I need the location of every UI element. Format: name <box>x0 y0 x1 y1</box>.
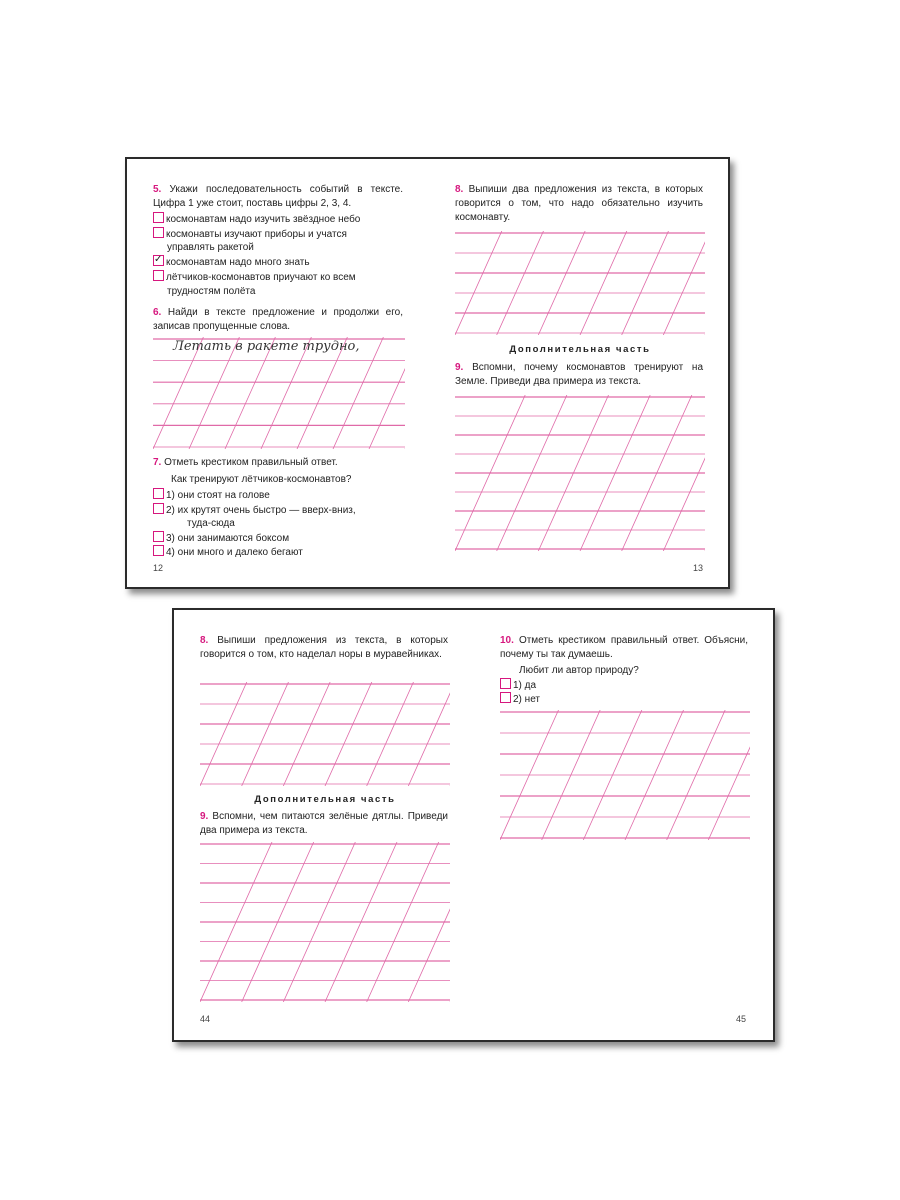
exercise-text: Вспомни, почему космонавтов тренируют на Земле. Приведи два примера из текста. <box>455 362 704 387</box>
option-label: 2) нет <box>513 694 541 705</box>
slant-guide-line <box>497 231 544 335</box>
exercise-8-prompt <box>200 634 448 662</box>
exercise-5-prompt <box>153 183 403 211</box>
page-number: 45 <box>736 1014 747 1024</box>
answer-checkbox[interactable] <box>500 692 511 703</box>
handwritten-answer: Летать в ракете трудно, <box>173 339 360 354</box>
answer-option-2[interactable] <box>153 503 356 517</box>
exercise-10-prompt <box>500 634 748 662</box>
exercise-text: Укажи последовательность событий в тексте. Цифра 1 уже стоит, поставь цифры 2, 3, 4. <box>153 184 404 209</box>
exercise-number: 9. <box>200 811 209 822</box>
exercise-number: 8. <box>455 184 464 195</box>
answer-option-4[interactable] <box>153 545 303 559</box>
slant-guide-line <box>369 337 405 449</box>
exercise-number: 9. <box>455 362 464 373</box>
option-label: 3) они занимаются боксом <box>166 533 290 544</box>
option-continuation: туда-сюда <box>187 518 235 529</box>
workbook-spread-pages-44-45 <box>172 608 775 1042</box>
exercise-question: Любит ли автор природу? <box>519 665 639 676</box>
answer-option-1[interactable] <box>153 488 270 502</box>
section-subheading: Дополнительная часть <box>254 794 396 805</box>
exercise-question: Как тренируют лётчиков-космонавтов? <box>171 474 352 485</box>
option-label: космонавтам надо изучить звёздное небо <box>166 214 361 225</box>
exercise-text: Отметь крестиком правильный ответ. Объясни, почему ты так думаешь. <box>500 635 748 660</box>
exercise-8-prompt <box>455 183 703 225</box>
option-label: 1) они стоят на голове <box>166 490 270 501</box>
option-label: 4) они много и далеко бегают <box>166 547 303 558</box>
writing-area-ex8[interactable] <box>455 231 705 335</box>
order-option-1[interactable] <box>153 212 360 226</box>
exercise-number: 10. <box>500 635 514 646</box>
slant-guide-line <box>580 231 627 335</box>
exercise-9-prompt <box>455 361 703 389</box>
answer-checkbox[interactable] <box>153 503 164 514</box>
page-number: 12 <box>153 563 164 573</box>
slant-guide-line <box>408 682 450 786</box>
writing-area-ex9[interactable] <box>455 395 705 551</box>
answer-option-2[interactable] <box>500 692 540 706</box>
order-option-3[interactable] <box>153 255 310 269</box>
answer-checkbox[interactable] <box>153 545 164 556</box>
exercise-text: Найди в тексте предложение и продолжи его, записав пропущенные слова. <box>153 307 403 332</box>
slant-guide-line <box>325 682 372 786</box>
page-number: 44 <box>200 1014 211 1024</box>
exercise-number: 6. <box>153 307 162 318</box>
answer-checkbox[interactable] <box>153 531 164 542</box>
page-number: 13 <box>693 563 704 573</box>
option-label: лётчиков-космонавтов приучают ко всем <box>166 272 356 283</box>
order-checkbox[interactable] <box>153 270 164 281</box>
order-option-2[interactable] <box>153 227 347 241</box>
workbook-spread-pages-12-13 <box>125 157 730 589</box>
option-label: 1) да <box>513 680 537 691</box>
exercise-text: Выпиши предложения из текста, в которых говорится о том, кто наделал норы в муравейниках. <box>200 635 448 660</box>
slant-guide-line <box>367 682 414 786</box>
order-checkbox[interactable] <box>153 227 164 238</box>
order-option-4[interactable] <box>153 270 356 284</box>
exercise-number: 5. <box>153 184 162 195</box>
writing-area-ex10[interactable] <box>500 710 750 840</box>
option-continuation: управлять ракетой <box>167 242 254 253</box>
exercise-7-prompt <box>153 456 403 470</box>
option-label: 2) их крутят очень быстро — вверх-вниз, <box>166 505 356 516</box>
order-checkbox[interactable]: ✓ <box>154 254 163 265</box>
exercise-number: 7. <box>153 457 162 468</box>
exercise-number: 8. <box>200 635 209 646</box>
slant-guide-line <box>538 231 585 335</box>
answer-option-3[interactable] <box>153 531 289 545</box>
option-label: космонавты изучают приборы и учатся <box>166 229 347 240</box>
exercise-text: Отметь крестиком правильный ответ. <box>164 457 338 468</box>
exercise-6-prompt <box>153 306 403 334</box>
slant-guide-line <box>455 231 502 335</box>
answer-checkbox[interactable] <box>500 678 511 689</box>
option-continuation: трудностям полёта <box>167 286 256 297</box>
slant-guide-line <box>622 231 669 335</box>
writing-area-ex8[interactable] <box>200 682 450 786</box>
section-subheading: Дополнительная часть <box>509 344 651 355</box>
slant-guide-line <box>283 682 330 786</box>
exercise-9-prompt <box>200 810 448 838</box>
exercise-text: Вспомни, чем питаются зелёные дятлы. Приведи два примера из текста. <box>200 811 449 836</box>
slant-guide-line <box>663 231 705 335</box>
exercise-text: Выпиши два предложения из текста, в которых говорится о том, что надо обязательно изучить космонавту. <box>455 184 703 223</box>
answer-option-1[interactable] <box>500 678 536 692</box>
order-checkbox[interactable] <box>153 212 164 223</box>
slant-guide-line <box>200 682 247 786</box>
option-label: космонавтам надо много знать <box>166 257 310 268</box>
writing-area-ex9[interactable] <box>200 842 450 1002</box>
slant-guide-line <box>242 682 289 786</box>
answer-checkbox[interactable] <box>153 488 164 499</box>
